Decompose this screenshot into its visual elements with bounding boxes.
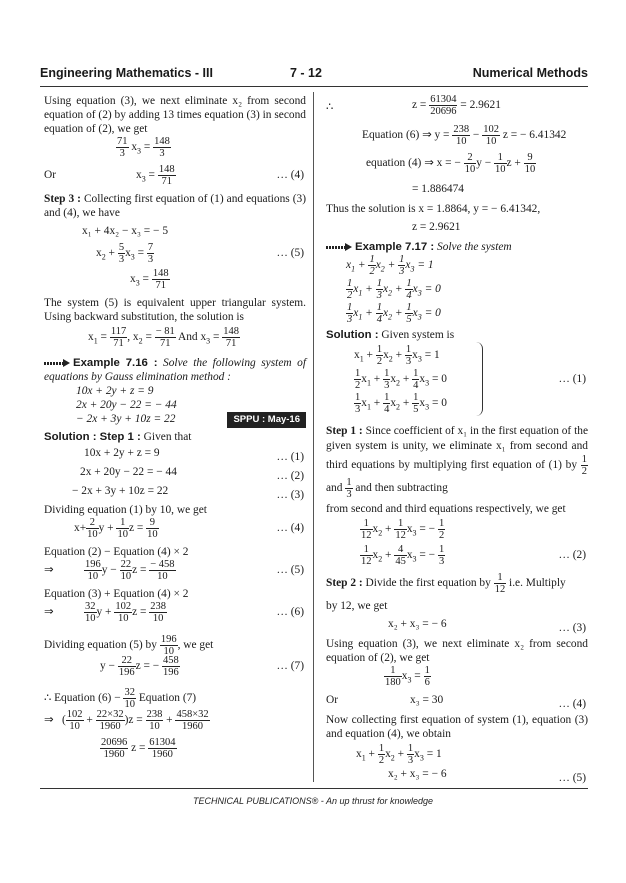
example-heading: Example 7.17 : Solve the system [326,240,588,254]
equation: $x_3$ = $\frac{148}{71}$ [130,268,169,291]
equation: − 2x + 3y + 10z = 22 … (3) [72,485,304,501]
paragraph: Using equation (3), we next eliminate x₂ from second equation of (2), we get [326,638,588,664]
header-rule [40,86,588,87]
page-header [40,66,588,84]
equation: x+ $\frac{2}{10}$ y + $\frac{1}{10}$ z = $\frac{9}{10}$ … (4) [74,517,304,540]
equation: Dividing equation (5) by $\frac{196}{10}$ , we get [44,634,214,657]
solution-heading: Solution : Given system is [326,329,455,341]
solution-heading: Solution : Step 1 : Given that [44,431,192,443]
exam-badge: SPPU : May-16 [227,412,306,428]
operation: Equation (3) + Equation (4) × 2 [44,588,189,600]
chapter-title: Numerical Methods [472,66,588,80]
footer-rule [40,788,588,789]
equation: ⇒ $\frac{32}{10}$ y + $\frac{102}{10}$ z = $\frac{238}{10}$ … (6) [44,601,304,624]
step-paragraph: Step 1 : Since coefficient of x₁ in the first equation of the given system is unity, we eliminate x₁ from second and third equations by multiplying first equation of (1) by $\frac{1}{2}$ and $\frac{1}{3}$ and then subtracting [326,425,589,500]
equation: equation (4) ⇒ x = − $\frac{2}{10}$ y − $\frac{1}{10}$ z + $\frac{9}{10}$ [366,152,536,175]
equation: 10x + 2y + z = 9 … (1) [84,447,304,463]
book-title: Engineering Mathematics - III [40,66,213,80]
equation: $\frac{1}{12}$ $x_2$ + $\frac{1}{12}$ $x_3$ = − $\frac{1}{2}$ [361,518,445,541]
equation: $x_1$ + $\frac{1}{2}$ $x_2$ + $\frac{1}{3}$ $x_3 = 1$ [356,743,442,766]
paragraph: Now collecting first equation of system (1), equation (3) and equation (4), we obtain [326,714,588,740]
example-heading: Example 7.16 : Solve the following system of equations by Gauss elimination method : [44,357,306,383]
step-paragraph: Step 3 : Collecting first equation of (1) and equations (3) and (4), we have [44,193,306,219]
left-column [44,94,306,765]
equation: $\frac{1}{180}$ $x_3$ = $\frac{1}{6}$ [385,665,430,688]
equation: x₁ + 4x₂ − x₃ = − 5 [82,225,169,237]
equation: ⇒ $\frac{196}{10}$ y − $\frac{22}{10}$ z = $\frac{- 458}{10}$ … (5) [44,559,304,582]
equation: z = 2.9621 [412,221,461,233]
equation: ⇒ ( $\frac{102}{10}$ + $\frac{22\times 32}{1960}$ )z = $\frac{238}{10}$ + $\frac{458\times 32}{1960}$ [44,709,209,732]
paragraph: The system (5) is equivalent upper triangular system. Using backward substitution, the solution is [44,297,306,323]
equation: 2x + 20y − 22 = − 44 … (2) [80,466,304,482]
brace [476,342,483,416]
equation: $\frac{71}{3}$ $x_3$ = $\frac{148}{3}$ [117,136,170,159]
equation: = 1.886474 [412,183,464,195]
footer: TECHNICAL PUBLICATIONS® - An up thrust for knowledge [192,796,434,806]
equation: y − $\frac{22}{196}$ z = − $\frac{458}{196}$ … (7) [100,655,304,678]
paragraph: by 12, we get [326,600,388,612]
equation: x₂ + x₃ = − 6 … (3) [388,618,586,634]
equation: $\frac{20696}{1960}$ z = $\frac{61304}{1960}$ [101,737,176,760]
example-system: 10x + 2y + z = 9 2x + 20y − 22 = − 44 − 2x + 3y + 10z = 22 SPPU : May-16 [44,384,306,426]
equation: ∴ Equation (6) − $\frac{32}{10}$ Equation (7) [44,687,197,710]
column-divider [313,92,314,782]
equation: ∴ z = $\frac{61304}{20696}$ = 2.9621 [326,94,501,117]
example-system: $x_1$ + $\frac{1}{2}$ $x_2$ + $\frac{1}{3}$ $x_3 = 1$ $\frac{1}{2}$ $x_1$ + $\frac{1}{3}$ $x_2$ + $\frac{1}{4}$ $x_3 = 0$ $\frac{1}{3}$ $x_1$ + $\frac{1}{4}$ $x_2$ + $\frac{1}{5}$ $x_3 = 0$ [346,254,441,325]
page-number: 7 - 12 [290,66,322,80]
equation: Equation (6) ⇒ y = $\frac{238}{10}$ − $\frac{102}{10}$ z = − 6.41342 [362,124,567,147]
paragraph: Thus the solution is x = 1.8864, y = − 6.41342, [326,203,541,215]
equation: Or x₃ = 30 … (4) [326,694,586,710]
paragraph: Using equation (3), we next eliminate x₂ from second equation of (2) by adding 13 times equation (3) in second equation of (2), we get [44,95,306,135]
arrow-icon [44,360,70,367]
equation: $x_1$ = $\frac{117}{71}$ , $x_2$ = $\frac{- 81}{71}$ And $x_3$ = $\frac{148}{71}$ [88,326,240,349]
operation: Equation (2) − Equation (4) × 2 [44,546,189,558]
paragraph: Dividing equation (1) by 10, we get [44,504,207,516]
right-column [326,94,588,785]
equation: $\frac{1}{12}$ $x_2$ + $\frac{4}{45}$ $x_3$ = − $\frac{1}{3}$ … (2) [361,544,586,567]
equation: Or $x_3$ = $\frac{148}{71}$ … (4) [44,164,304,187]
step-paragraph: Step 2 : Divide the first equation by $\frac{1}{12}$ i.e. Multiply [326,572,566,595]
paragraph: from second and third equations respectively, we get [326,503,566,515]
arrow-icon [326,244,352,251]
equation: $x_2$ + $\frac{5}{3}$ $x_3$ = $\frac{7}{3}$ … (5) [96,242,304,265]
given-system: $x_1$ + $\frac{1}{2}$ $x_2$ + $\frac{1}{3}$ $x_3 = 1$ $\frac{1}{2}$ $x_1$ + $\frac{1}{3}$ $x_2$ + $\frac{1}{4}$ $x_3 = 0$ $\frac{1}{3}$ $x_1$ + $\frac{1}{4}$ $x_2$ + $\frac{1}{5}$ $x_3 = 0$ … (1) [354,344,586,415]
equation: x₂ + x₃ = − 6 … (5) [388,768,586,784]
